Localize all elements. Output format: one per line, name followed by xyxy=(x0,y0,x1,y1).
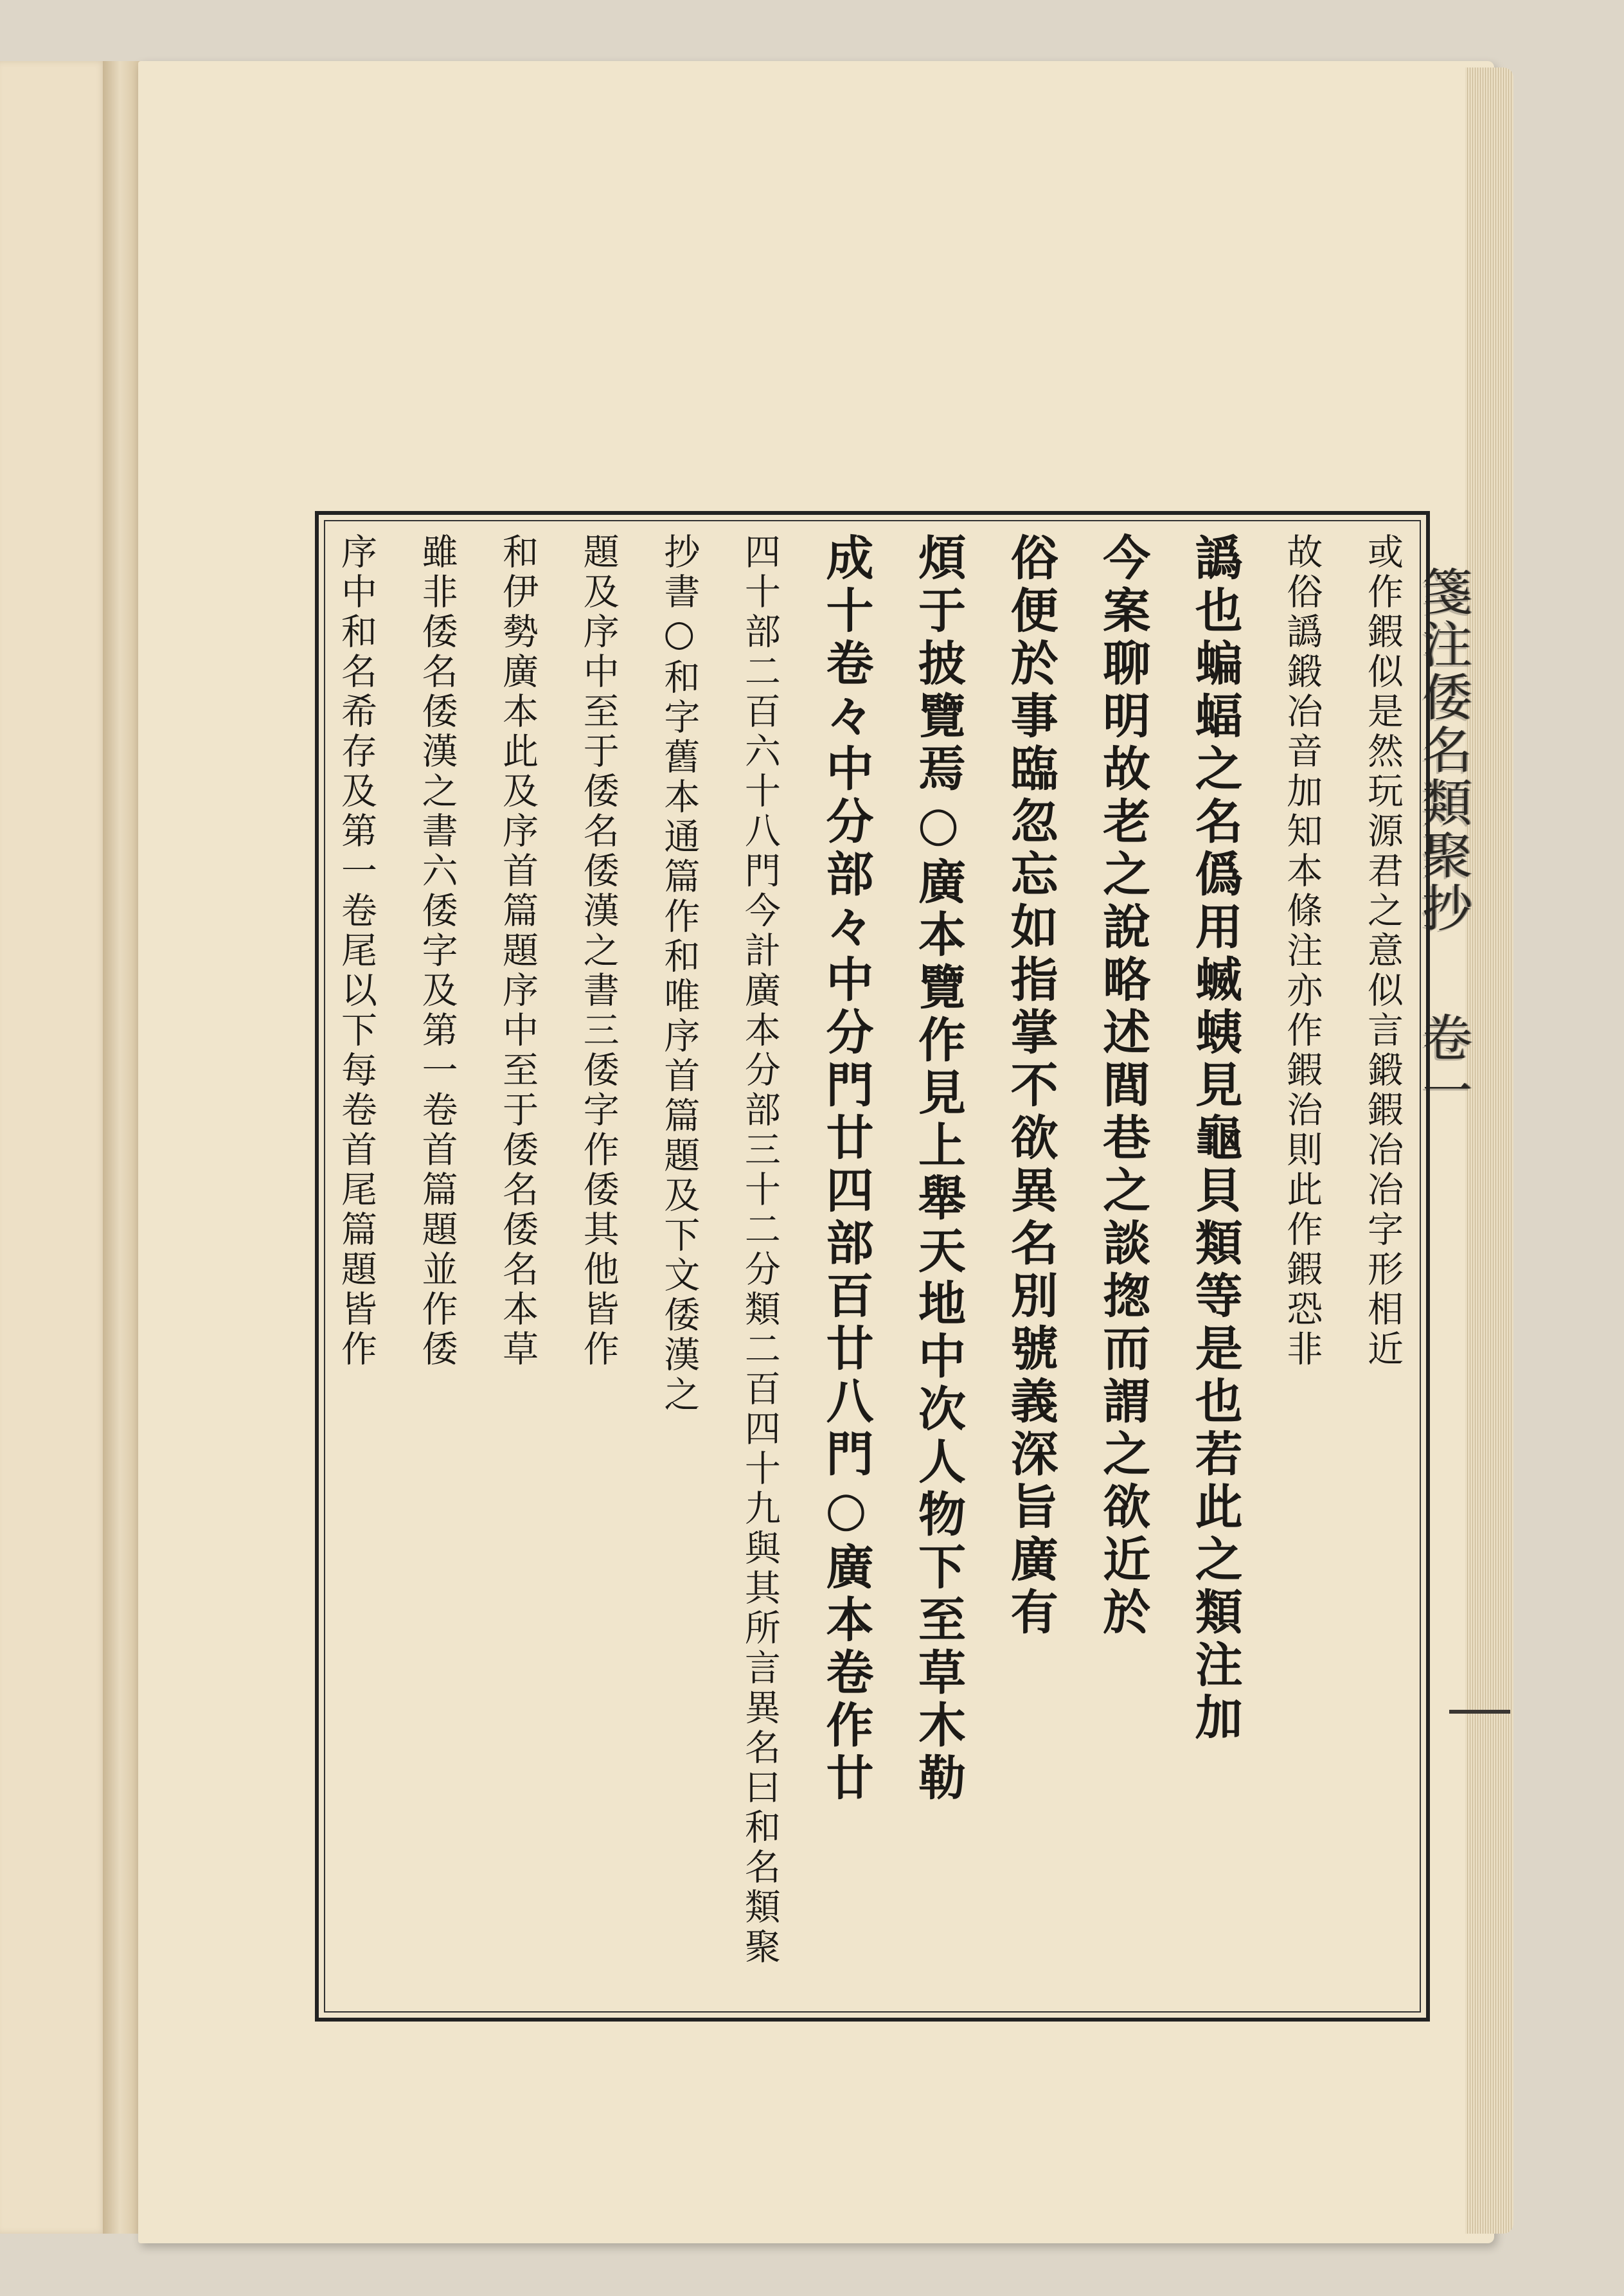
text-column: 成十卷々中分部々中分門廿四部百廿八門○廣本卷作廿 xyxy=(818,533,874,1806)
text-column: 故俗譌鍛冶音加知本條注亦作鍜治則此作鍜恐非 xyxy=(1281,533,1323,1370)
text-frame xyxy=(315,511,1430,2022)
text-column: 或作鍜似是然玩源君之意似言鍛鍜冶冶字形相近 xyxy=(1361,533,1404,1370)
text-column: 四十部二百六十八門今計廣本分部三十二分類二百四十九與其所言異名曰和名類聚 xyxy=(738,533,781,1968)
text-column: 抄書○和字舊本通篇作和唯序首篇題及下文倭漢之 xyxy=(658,533,700,1415)
text-column: 題及序中至于倭名倭漢之書三倭字作倭其他皆作 xyxy=(577,533,620,1370)
text-column: 俗便於事臨忽忘如指掌不欲異名別號義深旨廣有 xyxy=(1003,533,1058,1640)
text-column: 和伊勢廣本此及序首篇題序中至于倭名倭名本草 xyxy=(497,533,539,1370)
margin-rule xyxy=(1449,1710,1510,1714)
text-column: 譌也蝙蝠之名僞用蝛蛦見龜貝類等是也若此之類注加 xyxy=(1187,533,1243,1745)
book-gutter xyxy=(103,61,141,2234)
text-column: 雖非倭名倭漢之書六倭字及第一卷首篇題並作倭 xyxy=(416,533,458,1370)
volume-number: 卷一 xyxy=(1414,1012,1472,1117)
text-column: 煩于披覽焉○廣本覽作見上舉天地中次人物下至草木勒 xyxy=(911,533,967,1806)
text-columns xyxy=(335,533,1404,2002)
book-title: 箋注倭名類聚抄 xyxy=(1414,566,1472,935)
text-column: 今案聊明故老之說略述閭巷之談揔而謂之欲近於 xyxy=(1095,533,1151,1640)
left-page xyxy=(0,61,106,2234)
text-column: 序中和名希存及第一卷尾以下每卷首尾篇題皆作 xyxy=(335,533,377,1370)
